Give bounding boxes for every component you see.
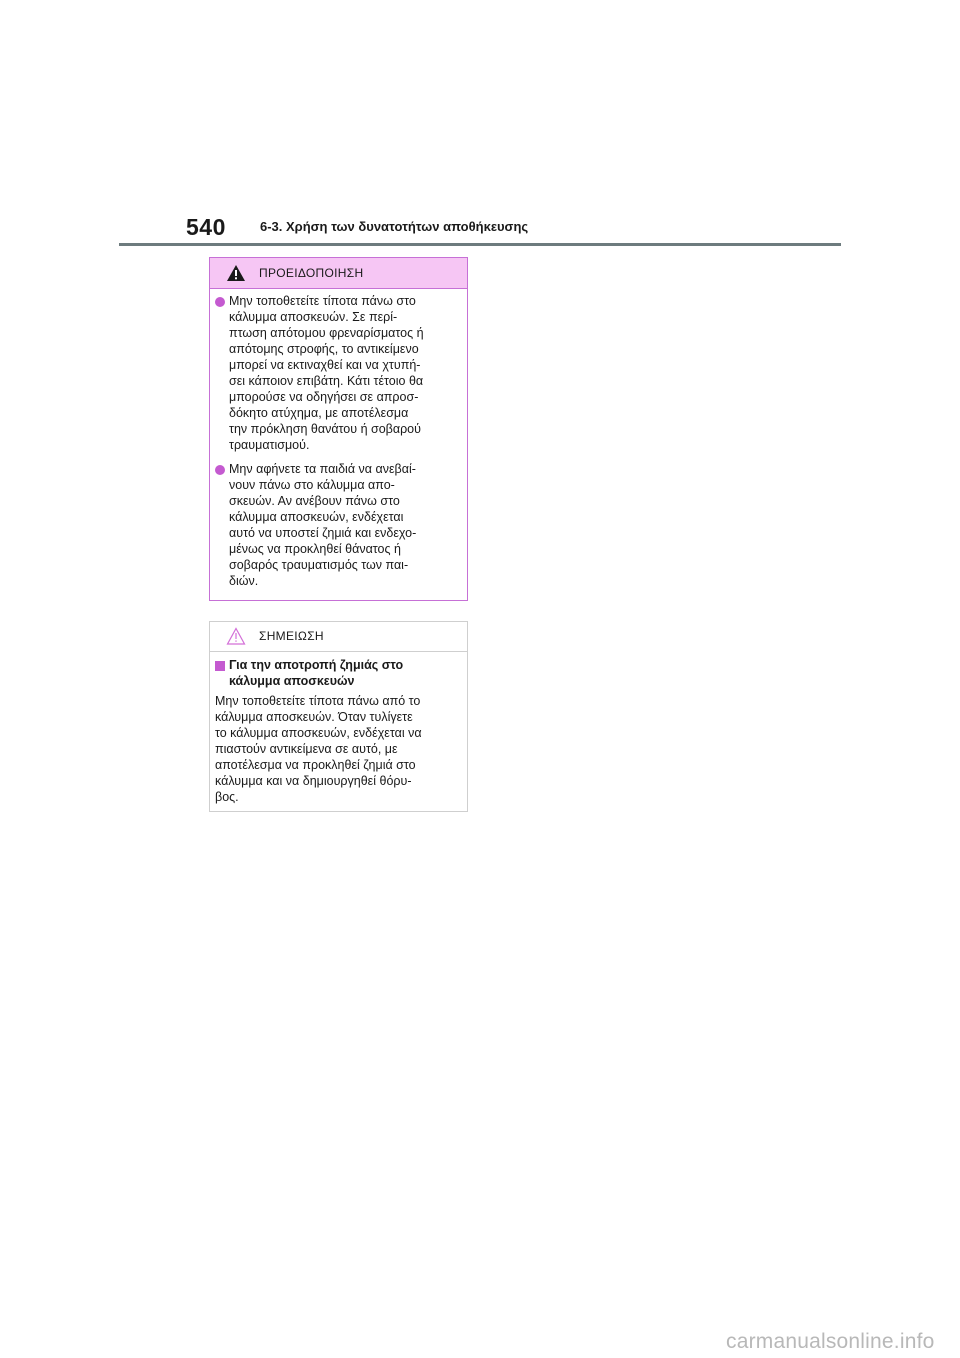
bullet-dot-icon <box>215 297 225 307</box>
warning-triangle-icon <box>226 264 246 282</box>
watermark: carmanualsonline.info <box>726 1330 935 1353</box>
note-header <box>210 622 467 652</box>
warning-item <box>215 461 459 589</box>
warning-item-text: Μην αφήνετε τα παιδιά να ανεβαί- νουν πάνω στο κάλυμμα απο- σκευών. Αν ανέβουν πάνω στο κάλυμμα αποσκευών, ενδέχεται αυτό να υποστεί ζημιά και ενδεχο- μένως να προκληθεί θάνατος ή σοβαρός τραυματισμός των παι- διών. <box>229 462 417 588</box>
note-text: Μην τοποθετείτε τίποτα πάνω από το κάλυμμα αποσκευών. Όταν τυλίγετε το κάλυμμα αποσκευών, ενδέχεται να πιαστούν αντικείμενα σε αυτό, με αποτέλεσμα να προκληθεί ζημιά στο κάλυμμα και να δημιουργηθεί θόρυ- βος. <box>215 694 422 804</box>
caution-outline-triangle-icon <box>226 627 246 645</box>
warning-header <box>210 258 467 289</box>
note-title: ΣΗΜΕΙΩΣΗ <box>259 629 324 643</box>
header-rule <box>119 243 841 246</box>
note-heading: Για την αποτροπή ζημιάς στο κάλυμμα αποσκευών <box>229 658 404 688</box>
warning-item-text: Μην τοποθετείτε τίποτα πάνω στο κάλυμμα αποσκευών. Σε περί- πτωση απότομου φρεναρίσματος ή απότομης στροφής, το αντικείμενο μπορεί να εκτιναχθεί και να χτυπή- σει κάποιον επιβάτη. Κάτι τέτοιο θα μπορούσε να οδηγήσει σε απροσ- δόκητο ατύχημα, με αποτέλεσμα την πρόκληση θανάτου ή σοβαρού τραυματισμού. <box>229 294 424 452</box>
note-heading-row <box>215 657 459 689</box>
note-body <box>210 652 467 805</box>
warning-box <box>209 257 468 601</box>
warning-item <box>215 293 459 453</box>
page-number: 540 <box>186 214 226 240</box>
bullet-dot-icon <box>215 465 225 475</box>
warning-body <box>210 289 467 589</box>
warning-title: ΠΡΟΕΙΔΟΠΟΙΗΣΗ <box>259 266 364 280</box>
section-title: 6-3. Χρήση των δυνατοτήτων αποθήκευσης <box>260 219 529 234</box>
note-box <box>209 621 468 812</box>
square-bullet-icon <box>215 661 225 671</box>
